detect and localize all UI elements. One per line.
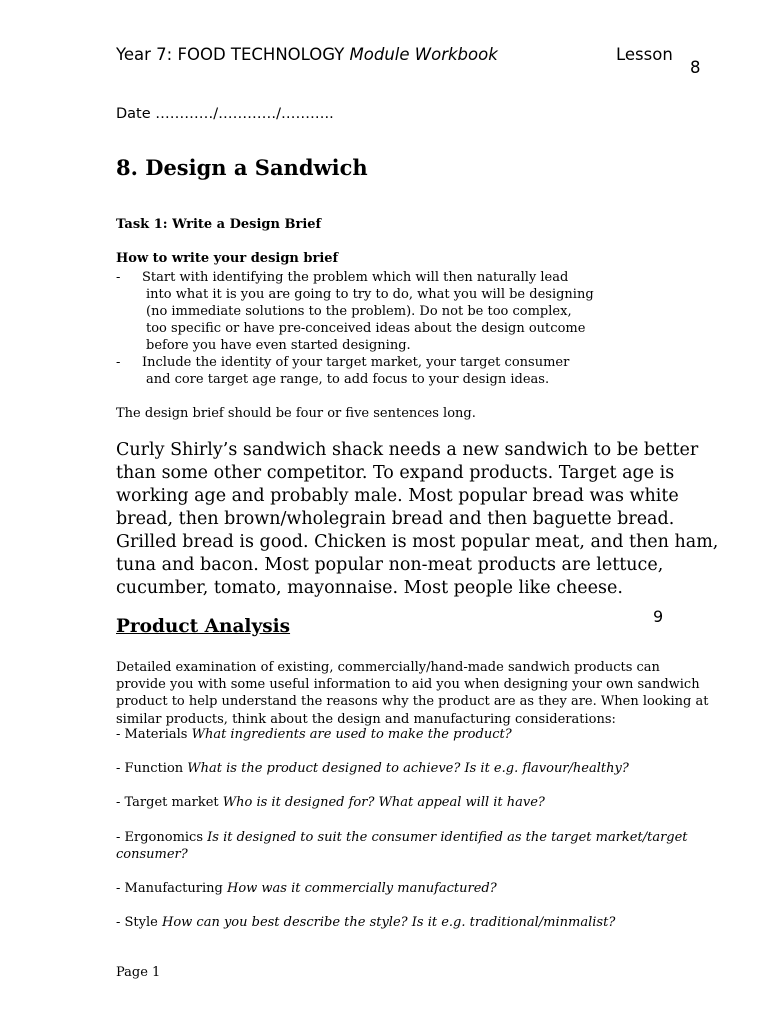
product-analysis-intro: [116, 659, 708, 728]
item-question: Who is it designed for? What appeal will it have?: [222, 795, 545, 810]
header-course: Year 7: FOOD TECHNOLOGY: [116, 45, 350, 64]
item-question-continued: consumer?: [116, 847, 188, 862]
bullet-dash: -: [116, 270, 121, 285]
answer-line: bread, then brown/wholegrain bread and then baguette bread.: [116, 509, 675, 529]
answer-line: tuna and bacon. Most popular non-meat products are lettuce,: [116, 555, 664, 575]
design-brief-answer: [116, 439, 718, 600]
intro-line: product to help understand the reasons why the product are as they are. When looking at: [116, 694, 709, 710]
intro-line: similar products, think about the design and manufacturing considerations:: [116, 711, 616, 727]
item-target-market: [116, 795, 545, 810]
header-lesson-number: 8: [690, 58, 701, 77]
item-label: - Target market: [116, 795, 223, 810]
answer-line: Curly Shirly’s sandwich shack needs a new sandwich to be better: [116, 440, 699, 460]
item-label: - Ergonomics: [116, 830, 208, 845]
brief-length-note: The design brief should be four or five sentences long.: [116, 406, 476, 421]
item-function: [116, 761, 629, 776]
item-label: - Function: [116, 761, 188, 776]
side-number: 9: [653, 607, 664, 626]
bullet-2-line-2: and core target age range, to add focus to your design ideas.: [146, 372, 550, 387]
item-label: - Manufacturing: [116, 881, 227, 896]
bullet-1-line-4: too specific or have pre-conceived ideas about the design outcome: [146, 321, 586, 336]
bullet-1-line-3: (no immediate solutions to the problem). Do not be too complex,: [146, 304, 572, 319]
header-title: [116, 45, 498, 64]
item-question: What is the product designed to achieve? Is it e.g. flavour/healthy?: [187, 761, 629, 776]
item-question: Is it designed to suit the consumer identified as the target market/target: [207, 830, 688, 845]
answer-line: working age and probably male. Most popular bread was white: [116, 486, 679, 506]
intro-line: Detailed examination of existing, commercially/hand-made sandwich products can: [116, 660, 660, 675]
bullet-1-line-2: into what it is you are going to try to do, what you will be designing: [146, 287, 594, 302]
bullet-1-line-1: Start with identifying the problem which will then naturally lead: [142, 270, 569, 285]
item-ergonomics: [116, 829, 688, 863]
item-label: - Materials: [116, 727, 192, 742]
item-question: How can you best describe the style? Is it e.g. traditional/minmalist?: [161, 915, 616, 930]
intro-line: provide you with some useful information to aid you when designing your own sandwich: [116, 677, 700, 693]
item-materials: [116, 727, 512, 742]
bullet-2-line-1: Include the identity of your target market, your target consumer: [142, 355, 570, 370]
header-lesson-label: Lesson: [616, 45, 673, 64]
date-line: Date …………/…………/………..: [116, 106, 334, 122]
item-label: - Style: [116, 915, 162, 930]
answer-line: cucumber, tomato, mayonnaise. Most people like cheese.: [116, 578, 623, 598]
task-heading: Task 1: Write a Design Brief: [116, 217, 322, 232]
item-manufacturing: [116, 881, 497, 896]
how-to-heading: How to write your design brief: [116, 251, 339, 266]
bullet-dash: -: [116, 355, 121, 370]
item-question: What ingredients are used to make the product?: [191, 727, 512, 742]
answer-line: than some other competitor. To expand products. Target age is: [116, 463, 675, 483]
page-title: 8. Design a Sandwich: [116, 155, 368, 180]
item-style: [116, 915, 615, 930]
answer-line: Grilled bread is good. Chicken is most popular meat, and then ham,: [116, 532, 719, 552]
header-workbook: Module Workbook: [349, 45, 498, 64]
product-analysis-heading: Product Analysis: [116, 616, 291, 637]
bullet-1-line-5: before you have even started designing.: [146, 338, 411, 353]
page-number: Page 1: [116, 965, 161, 980]
item-question: How was it commercially manufactured?: [226, 881, 497, 896]
